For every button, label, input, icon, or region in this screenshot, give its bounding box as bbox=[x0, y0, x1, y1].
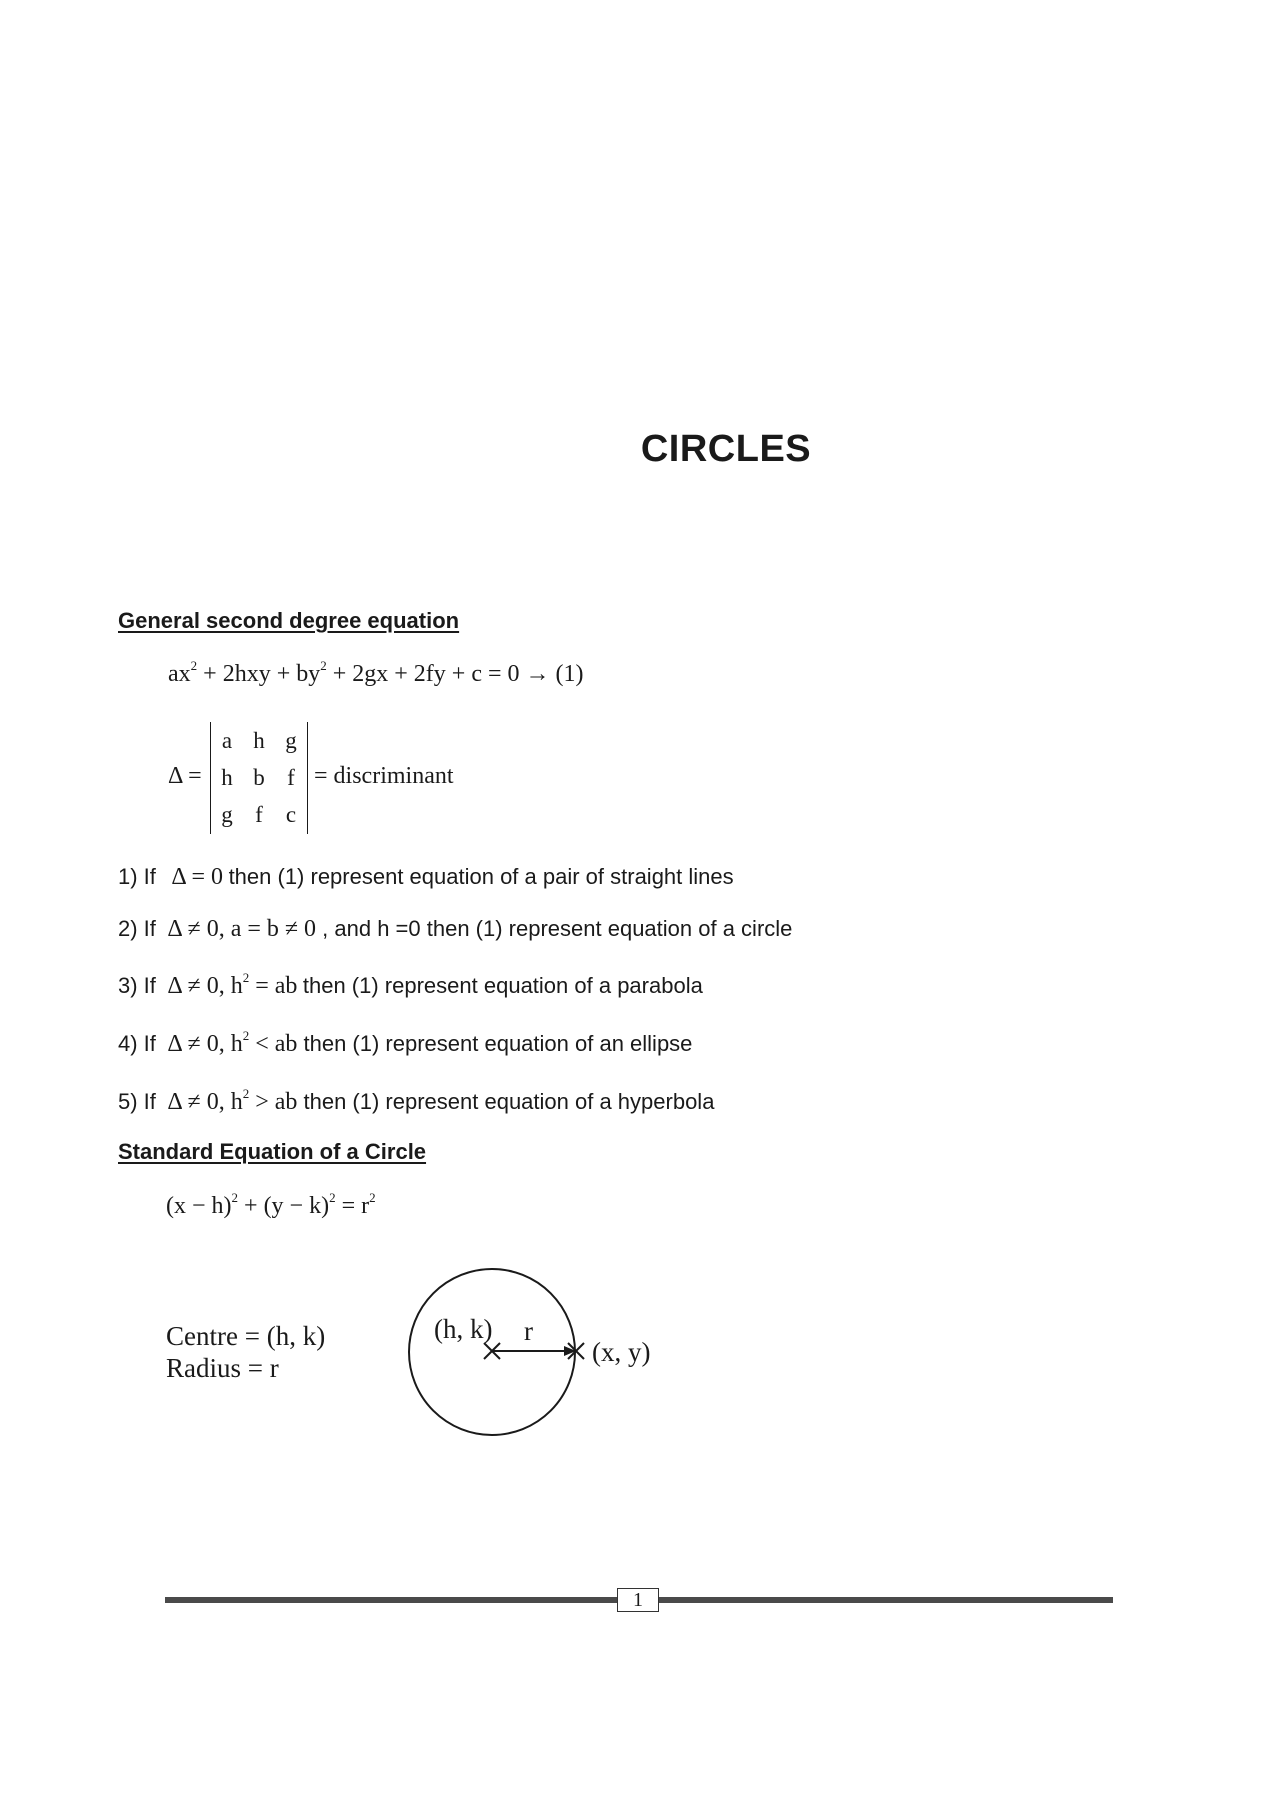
matrix-cell: f bbox=[287, 764, 295, 790]
centre-radius-block bbox=[166, 1320, 325, 1384]
matrix-cell: g bbox=[221, 802, 233, 828]
condition-math bbox=[167, 1028, 298, 1057]
math-exponent: 2 bbox=[242, 970, 250, 985]
std-eq-part2: + (y − k) bbox=[238, 1193, 330, 1219]
footer-rule-left bbox=[165, 1597, 617, 1603]
condition-text: then (1) represent equation of an ellipse bbox=[297, 1031, 693, 1056]
std-eq-exp3: 2 bbox=[369, 1190, 376, 1205]
page-number: 1 bbox=[617, 1588, 659, 1612]
math-pre: Δ ≠ 0, h bbox=[167, 1089, 243, 1115]
condition-text: then (1) represent equation of a hyperbola bbox=[297, 1089, 715, 1114]
matrix-cell: h bbox=[253, 727, 265, 753]
discriminant-label: = discriminant bbox=[314, 763, 454, 789]
footer-rule-right bbox=[659, 1597, 1113, 1603]
page-title: CIRCLES bbox=[640, 428, 812, 470]
matrix-cell: f bbox=[255, 802, 263, 828]
determinant-matrix bbox=[210, 722, 308, 834]
section-heading-standard: Standard Equation of a Circle bbox=[118, 1139, 427, 1164]
eq-exponent-1: 2 bbox=[190, 658, 198, 673]
math-post: = ab bbox=[249, 973, 298, 999]
math-exponent: 2 bbox=[242, 1028, 250, 1043]
condition-2 bbox=[118, 916, 792, 943]
condition-math bbox=[167, 970, 298, 999]
matrix-cell: h bbox=[221, 764, 233, 790]
diagram-point-label: (x, y) bbox=[592, 1337, 651, 1367]
diagram-centre-label: (h, k) bbox=[434, 1314, 493, 1344]
condition-4 bbox=[118, 1030, 692, 1058]
condition-text: , and h =0 then (1) represent equation of a circle bbox=[316, 916, 793, 941]
std-eq-part3: = r bbox=[335, 1193, 370, 1219]
condition-math bbox=[167, 1086, 298, 1115]
condition-3 bbox=[118, 972, 703, 1000]
condition-text: then (1) represent equation of a pair of straight lines bbox=[228, 864, 734, 889]
radius-text: Radius = r bbox=[166, 1353, 279, 1383]
delta-label: Δ = bbox=[168, 763, 202, 789]
matrix-cell: b bbox=[253, 764, 265, 790]
general-equation bbox=[168, 660, 584, 688]
condition-1 bbox=[118, 864, 734, 891]
condition-number: 4) If bbox=[118, 1031, 156, 1056]
condition-number: 5) If bbox=[118, 1089, 156, 1114]
condition-math: Δ = 0 bbox=[171, 864, 224, 890]
condition-number: 2) If bbox=[118, 916, 156, 941]
std-eq-part1: (x − h) bbox=[166, 1193, 232, 1219]
std-eq-exp1: 2 bbox=[231, 1190, 239, 1205]
eq-term-ax: ax bbox=[168, 661, 191, 687]
matrix-cell: c bbox=[285, 802, 297, 828]
section-heading-general: General second degree equation bbox=[118, 608, 460, 633]
std-eq-exp2: 2 bbox=[329, 1190, 336, 1205]
radius-arrow bbox=[492, 1346, 576, 1356]
standard-equation bbox=[166, 1192, 376, 1220]
diagram-radius-label: r bbox=[524, 1316, 533, 1346]
math-pre: Δ ≠ 0, h bbox=[167, 973, 243, 999]
circle-diagram bbox=[400, 1260, 680, 1445]
condition-5 bbox=[118, 1088, 714, 1116]
eq-term-mid2: + 2gx + 2fy + c = 0 → (1) bbox=[326, 661, 584, 687]
condition-math: Δ ≠ 0, a = b ≠ 0 bbox=[167, 916, 317, 942]
math-post: > ab bbox=[249, 1089, 298, 1115]
matrix-cell: g bbox=[285, 727, 297, 753]
math-post: < ab bbox=[249, 1031, 298, 1057]
math-exponent: 2 bbox=[242, 1086, 250, 1101]
matrix-cell: a bbox=[221, 727, 233, 753]
centre-text: Centre = (h, k) bbox=[166, 1321, 326, 1351]
condition-number: 3) If bbox=[118, 973, 156, 998]
eq-term-mid1: + 2hxy + by bbox=[197, 661, 321, 687]
condition-text: then (1) represent equation of a parabola bbox=[302, 973, 703, 998]
math-pre: Δ ≠ 0, h bbox=[167, 1031, 243, 1057]
eq-exponent-2: 2 bbox=[320, 658, 327, 673]
condition-number: 1) If bbox=[118, 864, 156, 889]
